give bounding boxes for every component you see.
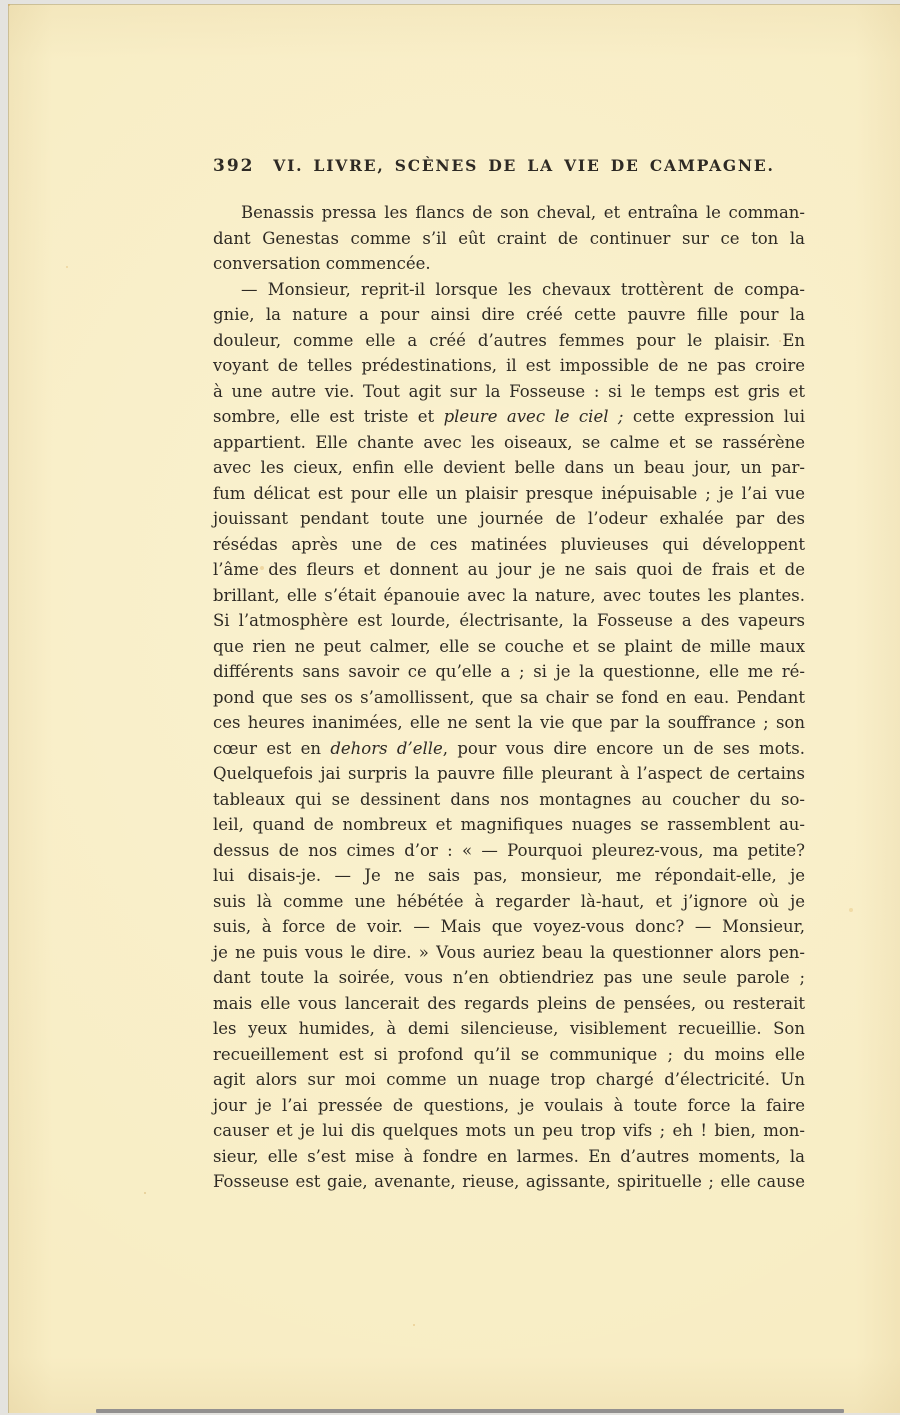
text-line [213,430,805,456]
text-segment: résédas après une de ces matinées pluvieuses qui développent [213,534,805,554]
text-segment: recueillement est si profond qu’il se communique ; du moins elle [213,1044,805,1064]
text-line [213,914,805,940]
text-line [213,455,805,481]
text-line [213,557,805,583]
text-line [213,889,805,915]
text-line [213,1042,805,1068]
text-segment: dessus de nos cimes d’or : « — Pourquoi pleurez-vous, ma petite? [213,840,805,860]
text-block [213,200,805,1195]
text-line [213,965,805,991]
text-line [213,353,805,379]
scan-artifact-bottom [96,1409,844,1413]
text-line [213,226,805,252]
text-segment: suis, à force de voir. — Mais que voyez-vous donc? — Monsieur, [213,917,805,936]
text-line [213,736,805,762]
text-segment: que rien ne peut calmer, elle se couche et se plaint de mille maux [213,636,805,656]
text-segment: conversation commencée. [213,254,431,273]
text-segment: ces heures inanimées, elle ne sent la vie que par la souffrance ; son [213,713,805,732]
page-number: 392 [213,156,255,176]
text-line [213,277,805,303]
text-segment: tableaux qui se dessinent dans nos montagnes au coucher du so- [213,789,805,809]
text-line [213,1118,805,1144]
text-line [213,404,805,430]
paper [8,4,900,1413]
text-line [213,481,805,507]
text-segment: Quelquefois jai surpris la pauvre fille pleurant à l’aspect de certains [213,764,805,783]
text-line [213,251,805,277]
text-line [213,328,805,354]
text-segment: douleur, comme elle a créé d’autres femmes pour le plaisir. En [213,330,805,350]
italic-text-segment: pleure avec le ciel ; [443,407,624,426]
text-segment: à une autre vie. Tout agit sur la Fosseuse : si le temps est gris et [213,381,805,401]
text-segment: pond que ses os s’amollissent, que sa chair se fond en eau. Pendant [213,687,805,707]
text-line [213,1016,805,1042]
text-segment: brillant, elle s’était épanouie avec la nature, avec toutes les plantes. [213,585,805,605]
text-line [213,634,805,660]
italic-text-segment: dehors d’elle [330,738,443,758]
text-segment: lui disais-je. — Je ne sais pas, monsieur, me répondait-elle, je [213,866,805,885]
text-segment: les yeux humides, à demi silencieuse, visiblement recueillie. Son [213,1019,805,1038]
text-segment: Benassis pressa les flancs de son cheval, et entraîna le comman- [241,203,805,222]
text-segment: jour je l’ai pressée de questions, je voulais à toute force la faire [213,1095,805,1115]
text-segment: — Monsieur, reprit-il lorsque les chevaux trottèrent de compa- [241,279,805,299]
text-segment: causer et je lui dis quelques mots un peu trop vifs ; eh ! bien, mon- [213,1121,805,1140]
text-segment: fum délicat est pour elle un plaisir presque inépuisable ; je l’ai vue [213,483,805,503]
text-segment: sieur, elle s’est mise à fondre en larmes. En d’autres moments, la [213,1146,805,1166]
text-segment: sombre, elle est triste et [213,407,444,426]
text-line [213,761,805,787]
text-segment: Si l’atmosphère est lourde, électrisante, la Fosseuse a des vapeurs [213,611,805,630]
text-line [213,685,805,711]
text-segment: leil, quand de nombreux et magnifiques nuages se rassemblent au- [213,815,805,834]
text-segment: mais elle vous lancerait des regards pleins de pensées, ou resterait [213,993,805,1013]
text-line [213,532,805,558]
text-segment: je ne puis vous le dire. » Vous auriez beau la questionner alors pen- [213,942,805,962]
text-line [213,379,805,405]
text-segment: voyant de telles prédestinations, il est impossible de ne pas croire [213,356,805,375]
text-line [213,1093,805,1119]
text-segment: cette expression lui [623,407,805,426]
text-line [213,659,805,685]
text-line [213,940,805,966]
text-line [213,710,805,736]
text-segment: avec les cieux, enfin elle devient belle dans un beau jour, un par- [213,458,805,477]
running-title: VI. LIVRE, SCÈNES DE LA VIE DE CAMPAGNE. [273,156,775,175]
text-line [213,1169,805,1195]
running-header [213,156,805,180]
text-segment: appartient. Elle chante avec les oiseaux, se calme et se rassérène [213,432,805,452]
text-line [213,302,805,328]
text-segment: gnie, la nature a pour ainsi dire créé cette pauvre fille pour la [213,305,805,324]
text-segment: différents sans savoir ce qu’elle a ; si je la questionne, elle me ré- [213,662,805,681]
text-segment: jouissant pendant toute une journée de l’odeur exhalée par des [213,509,805,528]
text-line [213,787,805,813]
text-segment: dant Genestas comme s’il eût craint de continuer sur ce ton la [213,228,805,248]
text-line [213,583,805,609]
text-line [213,812,805,838]
text-segment: suis là comme une hébétée à regarder là-haut, et j’ignore où je [213,891,805,911]
text-segment: cœur est en [213,738,331,758]
text-line [213,608,805,634]
text-line [213,1144,805,1170]
text-line [213,863,805,889]
text-line [213,200,805,226]
text-segment: l’âme des fleurs et donnent au jour je ne sais quoi de frais et de [213,560,805,579]
text-segment: dant toute la soirée, vous n’en obtiendriez pas une seule parole ; [213,968,805,987]
text-line [213,506,805,532]
paper-speckles [8,4,10,6]
text-segment: agit alors sur moi comme un nuage trop chargé d’électricité. Un [213,1070,805,1089]
text-segment: Fosseuse est gaie, avenante, rieuse, agissante, spirituelle ; elle cause [213,1172,805,1191]
text-line [213,838,805,864]
text-line [213,1067,805,1093]
text-line [213,991,805,1017]
text-segment: , pour vous dire encore un de ses mots. [442,738,805,758]
